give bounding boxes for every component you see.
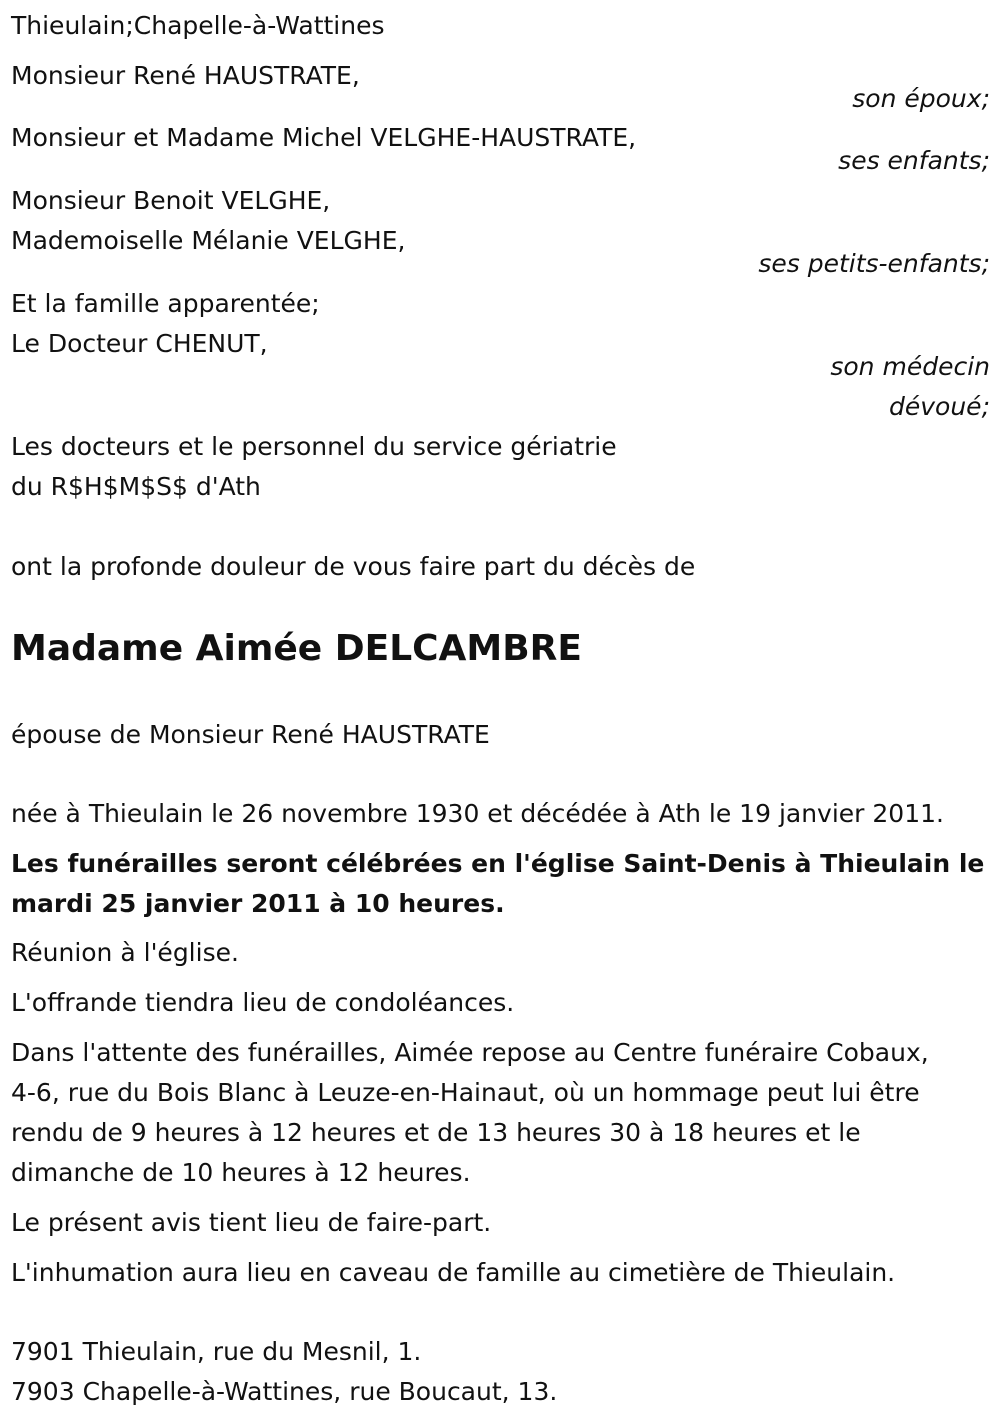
grandchildren-role: ses petits-enfants; [758, 249, 990, 278]
husband-role: son époux; [852, 84, 990, 113]
children-role: ses enfants; [838, 146, 990, 175]
burial-line: L'inhumation aura lieu en caveau de famille au cimetière de Thieulain. [11, 1258, 896, 1287]
funeral-line-1: Les funérailles seront célébrées en l'église Saint-Denis à Thieulain le [11, 849, 985, 878]
visit-line-3: rendu de 9 heures à 12 heures et de 13 heures 30 à 18 heures et le [11, 1118, 861, 1147]
doctor-role-2: dévoué; [889, 392, 990, 421]
funeral-line-2: mardi 25 janvier 2011 à 10 heures. [11, 889, 505, 918]
grandchild-name-2: Mademoiselle Mélanie VELGHE, [11, 226, 406, 255]
meeting-line: Réunion à l'église. [11, 938, 239, 967]
birth-death-dates: née à Thieulain le 26 novembre 1930 et décédée à Ath le 19 janvier 2011. [11, 799, 944, 828]
staff-line-1: Les docteurs et le personnel du service gériatrie [11, 432, 617, 461]
spouse-line: épouse de Monsieur René HAUSTRATE [11, 720, 490, 749]
visit-line-1: Dans l'attente des funérailles, Aimée repose au Centre funéraire Cobaux, [11, 1038, 929, 1067]
grandchild-name-1: Monsieur Benoit VELGHE, [11, 186, 331, 215]
visit-line-4: dimanche de 10 heures à 12 heures. [11, 1158, 471, 1187]
staff-line-2: du R$H$M$S$ d'Ath [11, 472, 261, 501]
address-1: 7901 Thieulain, rue du Mesnil, 1. [11, 1337, 422, 1366]
offering-line: L'offrande tiendra lieu de condoléances. [11, 988, 515, 1017]
announcement-text: ont la profonde douleur de vous faire part du décès de [11, 552, 696, 581]
address-2: 7903 Chapelle-à-Wattines, rue Boucaut, 13. [11, 1377, 558, 1406]
children-name: Monsieur et Madame Michel VELGHE-HAUSTRATE, [11, 123, 637, 152]
doctor-name: Le Docteur CHENUT, [11, 329, 268, 358]
visit-line-2: 4-6, rue du Bois Blanc à Leuze-en-Hainaut, où un hommage peut lui être [11, 1078, 920, 1107]
doctor-role-1: son médecin [830, 352, 990, 381]
relatives-line: Et la famille apparentée; [11, 289, 320, 318]
husband-name: Monsieur René HAUSTRATE, [11, 61, 360, 90]
location-header: Thieulain;Chapelle-à-Wattines [11, 11, 385, 40]
deceased-name: Madame Aimée DELCAMBRE [11, 628, 582, 669]
notice-line: Le présent avis tient lieu de faire-part. [11, 1208, 492, 1237]
